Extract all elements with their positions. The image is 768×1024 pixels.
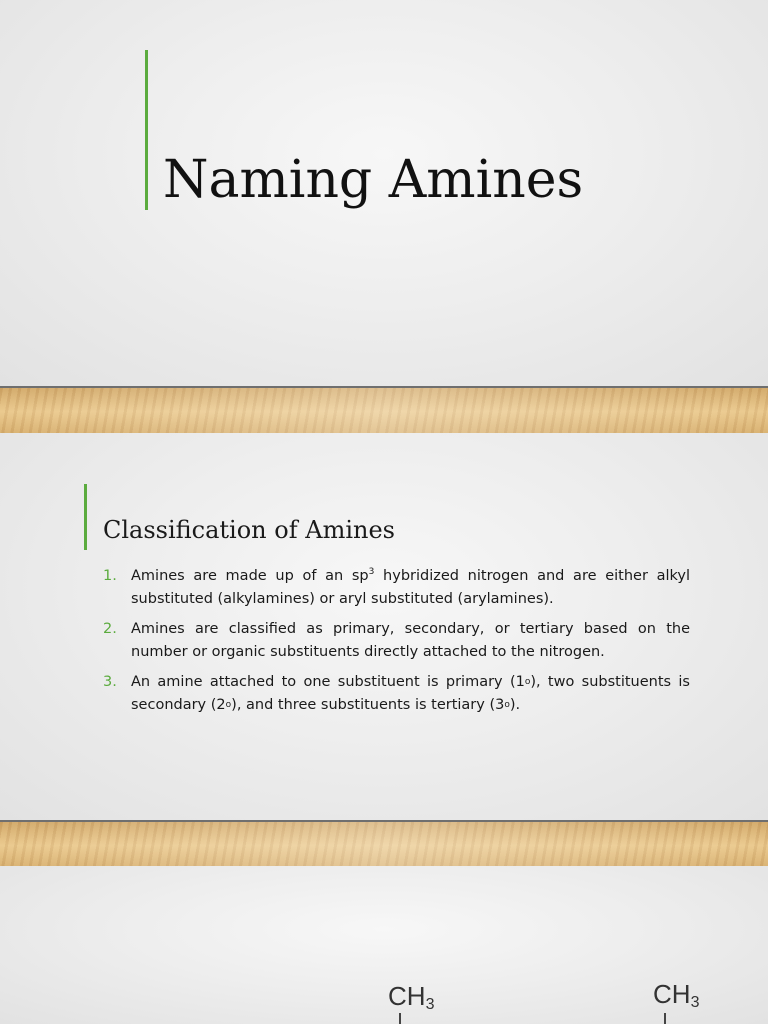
wood-divider	[0, 386, 768, 435]
list-text: Amines are classified as primary, secondary, or tertiary based on the number or organic substituents directly attached to the nitrogen.	[131, 621, 690, 660]
list-number: 1.	[103, 568, 117, 584]
degree-mark: o	[225, 699, 232, 710]
bond-line	[664, 1013, 666, 1024]
chem-base: CH	[653, 979, 691, 1009]
wood-divider	[0, 820, 768, 869]
list-item	[103, 671, 690, 716]
superscript: 3	[368, 567, 375, 578]
degree-mark: o	[504, 699, 510, 710]
structures-slide	[0, 866, 768, 1024]
title-slide	[0, 0, 768, 386]
list-number: 3.	[103, 674, 117, 690]
text-part: ), two substituents is secondary (2	[131, 674, 690, 713]
chem-subscript: 3	[690, 994, 700, 1011]
list-text	[131, 671, 690, 716]
chem-base: CH	[388, 981, 426, 1011]
bond-line	[399, 1013, 401, 1024]
title-accent-bar	[145, 50, 148, 210]
classification-list	[103, 565, 690, 724]
list-item	[103, 565, 690, 610]
text-part: ), and three substituents is tertiary (3	[231, 696, 505, 713]
methyl-group-label	[388, 981, 434, 1014]
text-part: An amine attached to one substituent is primary (1	[131, 674, 525, 690]
list-text	[131, 565, 690, 610]
degree-mark: o	[524, 677, 531, 687]
classification-slide	[0, 433, 768, 820]
section-heading: Classification of Amines	[103, 516, 395, 544]
text-part: hybridized nitrogen and are either alkyl substituted (alkylamines) or aryl substituted (arylamines).	[131, 568, 690, 607]
heading-accent-bar	[84, 484, 87, 550]
chem-subscript: 3	[425, 996, 435, 1013]
list-item	[103, 618, 690, 663]
text-part: Amines are made up of an sp	[131, 568, 369, 584]
slide-title: Naming Amines	[163, 150, 584, 210]
list-number: 2.	[103, 621, 117, 637]
text-part: ).	[509, 696, 521, 713]
methyl-group-label	[653, 979, 699, 1012]
